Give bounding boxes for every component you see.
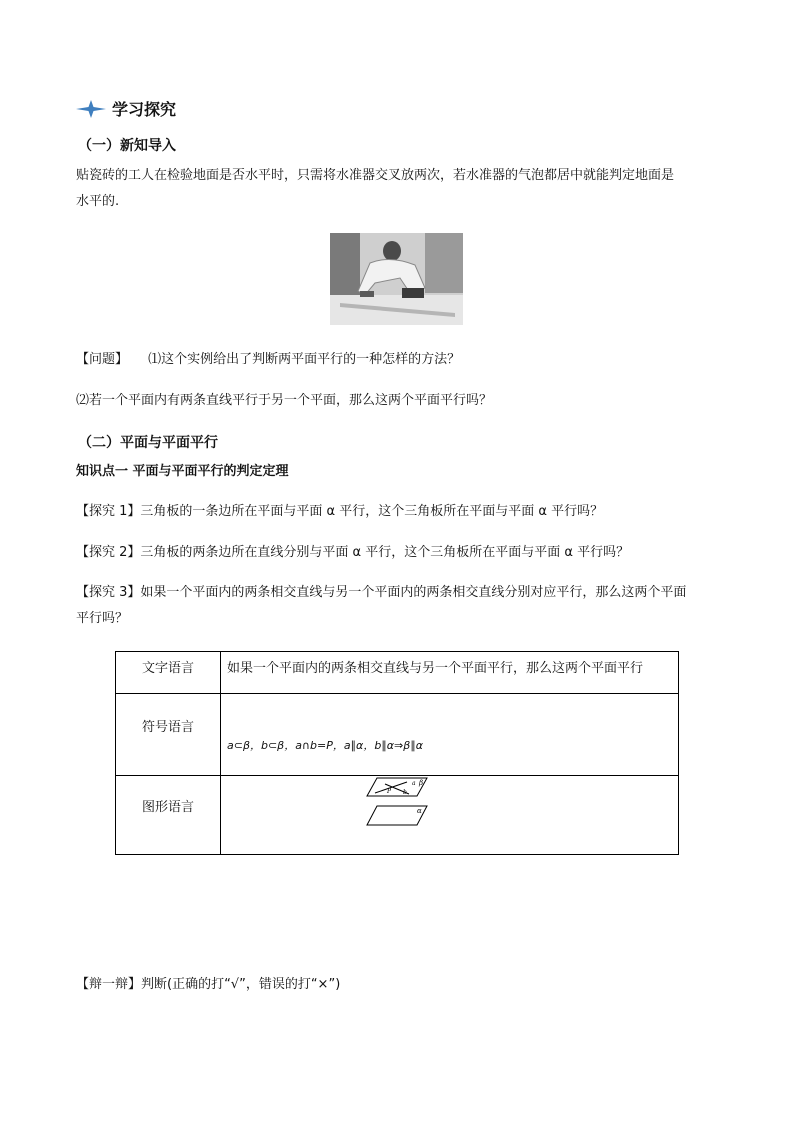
label-alpha: α: [417, 807, 422, 815]
explore-3-line1: 【探究 3】如果一个平面内的两条相交直线与另一个平面内的两条相交直线分别对应平行，那么这两个平面: [76, 585, 687, 600]
table-row-symbol-language: [116, 694, 679, 776]
row-label-figure-language: 图形语言: [116, 776, 221, 855]
knowledge-point-title: 知识点一 平面与平面平行的判定定理: [76, 464, 289, 479]
row-label-symbol-language: 符号语言: [116, 694, 221, 776]
theorem-table: [115, 651, 679, 855]
intro-title: （一）新知导入: [78, 138, 176, 154]
question-1: [76, 350, 460, 370]
row-content-figure: [221, 776, 679, 855]
parallel-planes-figure: [365, 776, 445, 832]
section-title: 学习探究: [112, 100, 177, 119]
question-label: 【问题】: [76, 352, 129, 367]
table-row-figure-language: [116, 776, 679, 855]
section-heading: [76, 97, 176, 120]
explore-1: 【探究 1】三角板的一条边所在平面与平面 α 平行，这个三角板所在平面与平面 α 平行吗？: [76, 504, 604, 519]
label-p: P: [387, 788, 392, 795]
four-point-star-icon: [76, 100, 106, 118]
label-beta: β: [419, 779, 424, 787]
worker-tiling-photo: [330, 233, 463, 325]
label-b: b: [403, 789, 407, 796]
row-content-text-language: 如果一个平面内的两条相交直线与另一个平面平行，那么这两个平面平行: [221, 652, 679, 694]
intro-paragraph-line2: 水平的.: [76, 194, 120, 209]
row-label-text-language: 文字语言: [116, 652, 221, 694]
question-1-text: ⑴这个实例给出了判断两平面平行的一种怎样的方法？: [148, 352, 461, 367]
intro-paragraph-line1: 贴瓷砖的工人在检验地面是否水平时，只需将水准器交叉放两次，若水准器的气泡都居中就能判定地面是: [76, 168, 675, 183]
explore-2: 【探究 2】三角板的两条边所在直线分别与平面 α 平行，这个三角板所在平面与平面 α 平行吗？: [76, 545, 630, 560]
table-row-text-language: [116, 652, 679, 694]
debate-section: 【辩一辩】判断(正确的打“√”，错误的打“×”): [76, 977, 341, 992]
explore-3-line2: 平行吗？: [76, 611, 129, 626]
question-2: ⑵若一个平面内有两条直线平行于另一个平面，那么这两个平面平行吗？: [76, 393, 493, 408]
label-a: a: [412, 780, 416, 787]
row-content-symbol-language: a⊂β，b⊂β，a∩b=P，a∥α，b∥α⇒β∥α: [221, 694, 679, 776]
part2-title: （二）平面与平面平行: [78, 435, 218, 451]
